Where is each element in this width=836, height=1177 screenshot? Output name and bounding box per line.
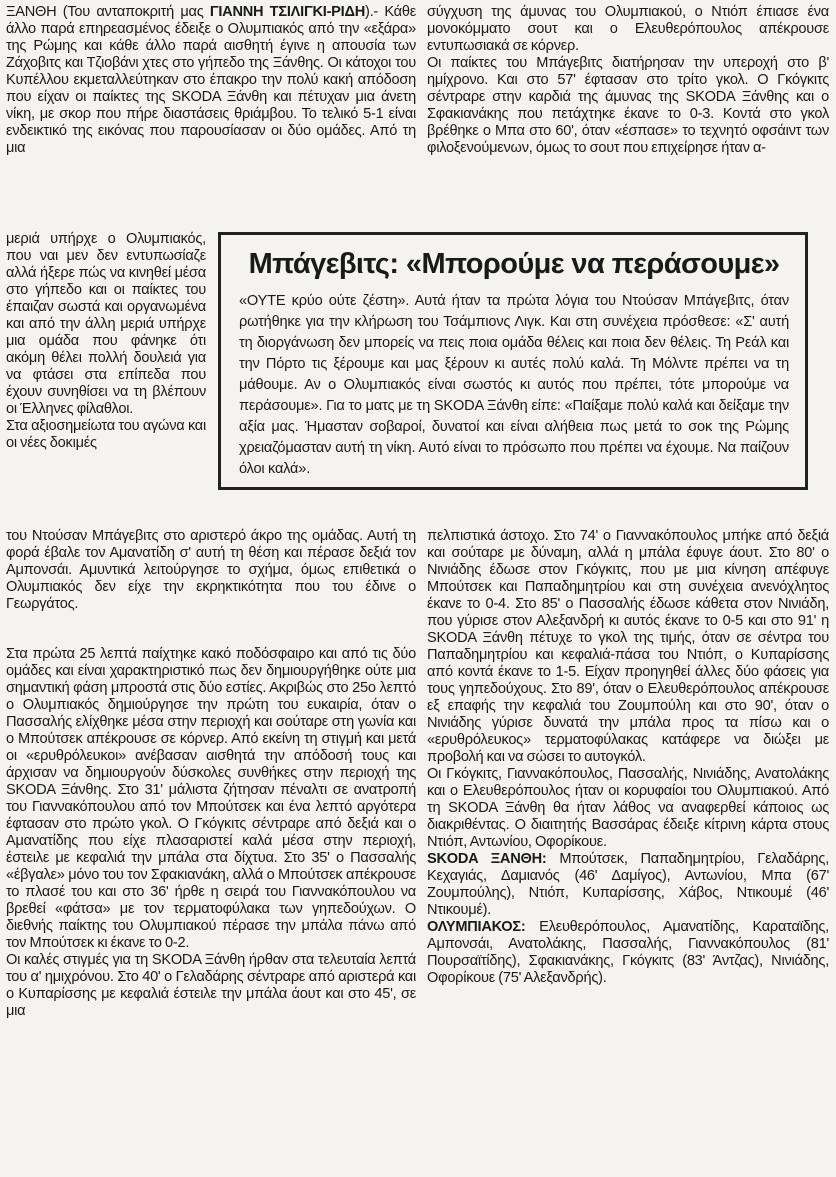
- lead-rest: ).- Κάθε άλλο παρά επηρεασμένος έδειξε ο Ολυμπιακός από την «εξάρα» της Ρώμης και κάθε άλλο παρά αισθητή έγινε η απουσία των Ζάχοβιτς και Τζιοβάνι χτες στο γήπεδο της Ξάνθης. Οι κάτοχοι του Κυπέλλου εκμεταλλεύτηκαν στο έπακρο την πολύ κακή απόδοση που είχαν οι παίκτες της SKODA Ξάνθη και πέτυχαν μια άνετη νίκη, με σκορ που πήρε διαστάσεις θριάμβου. Το τελικό 5-1 είναι ενδεικτικό της εικόνας που παρουσίασαν οι δύο ομάδες. Από τη μια: [6, 4, 416, 156]
- col2-paragraph-2: Οι παίκτες του Μπάγεβιτς διατήρησαν την υπεροχή στο β' ημίχρονο. Και στο 57' έφτασαν στο τρίτο γκολ. Ο Γκόγκιτς σέντραρε στην καρδιά της άμυνας της SKODA Ξάνθης και ο Σφακιανάκης που πετάχτηκε έκανε το 0-3. Κοντά στο γκολ βρέθηκε ο Μπα στο 60', όταν «έσπασε» το τεχνητό οφσάιντ των φιλοξενούμενων, όμως το σουτ που επιχείρησε ήταν α-: [427, 55, 829, 156]
- article-column-1-wide: [6, 528, 416, 613]
- lineup-olympiacos-label: ΟΛΥΜΠΙΑΚΟΣ:: [427, 919, 526, 935]
- lead-text: ΞΑΝΘΗ (Του ανταποκριτή μας: [6, 4, 210, 20]
- lineup-xanthi-label: SKODA ΞΑΝΘΗ:: [427, 851, 547, 867]
- col2-paragraph-1: σύγχυση της άμυνας του Ολυμπιακού, ο Ντιόπ έπιασε ένα μονοκόμματο σουτ και ο Ελευθερόπουλος απέκρουσε εντυπωσιακά σε κόρνερ.: [427, 4, 829, 54]
- sidebar-title: Μπάγεβιτς: «Μπορούμε να περάσουμε»: [248, 248, 780, 280]
- article-column-3: [427, 528, 829, 987]
- article-lead-paragraph: [6, 4, 416, 157]
- article-column-1-bottom: [6, 646, 416, 1020]
- late-first-half-paragraph: Οι καλές στιγμές για τη SKODA Ξάνθη ήρθαν στα τελευταία λεπτά του α' ημιχρόνου. Στο 40' ο Γελαδάρης σέντραρε από αριστερά και ο Κυπαρίσσης με κεφαλιά έστειλε την μπάλα άουτ και στο 45', σε μια: [6, 952, 416, 1019]
- lineup-xanthi: [427, 851, 829, 919]
- narrow-paragraph-2: Στα αξιοσημείωτα του αγώνα και οι νέες δοκιμές: [6, 418, 206, 451]
- lineup-xanthi-players: Μπούτσεκ, Παπαδημητρίου, Γελαδάρης, Κεχαγιάς, Δαμιανός (46' Δαμίγος), Αντωνίου, Μπα (67' Ζουμπούλης), Ντιόπ, Κυπαρίσσης, Χάβος, Ντικουμέ (46' Ντικουμέ).: [427, 851, 830, 918]
- top-players-paragraph: Οι Γκόγκιτς, Γιαννακόπουλος, Πασσαλής, Νινιάδης, Ανατολάκης και ο Ελευθερόπουλος ήταν οι κορυφαίοι του Ολυμπιακού. Από τη SKODA Ξάνθη θα ήταν λάθος να αναφερθεί κάποιος ως διακριθέντας. Ο διαιτητής Βασσάρας έδειξε κίτρινη κάρτα στους Ντιόπ, Αντωνίου, Οφορίκουε.: [427, 766, 829, 850]
- wide-paragraph: του Ντούσαν Μπάγεβιτς στο αριστερό άκρο της ομάδας. Αυτή τη φορά έβαλε τον Αμανατίδη σ' αυτή τη θέση και πέρασε δεξιά τον Αμπονσάι. Αμυντικά λειτούργησε το σχήμα, όμως επιθετικά ο Ολυμπιακός δεν είχε την εκρηκτικότητα που του έδινε ο Γεωργάτος.: [6, 528, 416, 612]
- article-column-1-narrow: [6, 231, 206, 452]
- second-half-paragraph: πελπιστικά άστοχο. Στο 74' ο Γιαννακόπουλος μπήκε από δεξιά και σούταρε με δύναμη, αλλά η μπάλα έφυγε άουτ. Στο 80' ο Νινιάδης έδωσε στον Γκόγκιτς, που με μια κίνηση απέφυγε Μπούτσεκ και Παπαδημητρίου και στη συνέχεια ανενόχλητος έκανε το 0-4. Στο 85' ο Πασσαλής έδωσε κάθετα στον Νινιάδη, που γύρισε στον Αλεξανδρή κι αυτός έκανε το 0-5 και στο 91' η SKODA Ξάνθη πέτυχε το γκολ της τιμής, όταν σε σέντρα του Παπαδημητρίου και κεφαλιά-πάσα του Ντιόπ, ο Κυπαρίσσης από κοντά έκανε το 1-5. Είχαν προηγηθεί άλλες δύο φάσεις για τους γηπεδούχους. Στο 89', όταν ο Ελευθερόπουλος απέκρουσε εξ επαφής την κεφαλιά του Ζουμπούλη και στο 90', όταν ο Νινιάδης γύρισε δυνατά την μπάλα προς τα πίσω και ο «ερυθρόλευκος» τερματοφύλακας κατάφερε να διώξει με προβολή και να σώσει το αυτογκόλ.: [427, 528, 829, 765]
- sidebar-body: «ΟΥΤΕ κρύο ούτε ζέστη». Αυτά ήταν τα πρώτα λόγια του Ντούσαν Μπάγεβιτς, όταν ρωτήθηκε για την κλήρωση του Τσάμπιονς Λιγκ. Και στη συνέχεια πρόσθεσε: «Σ' αυτή τη διοργάνωση δεν μπορείς να πεις ποια ομάδα θέλεις και ποια δεν θέλεις. Τη Ρεάλ και την Πόρτο τις ξέρουμε και μας ξέρουν κι αυτές πολύ καλά. Τη Μόλντε πρέπει να τη μάθουμε. Αν ο Ολυμπιακός είναι σωστός κι αυτός που πρέπει, τότε μπορούμε να περάσουμε». Για το ματς με τη SKODA Ξάνθη είπε: «Παίξαμε πολύ καλά και δείξαμε την αξία μας. Ήμασταν σοβαροί, δυνατοί και είναι αλήθεια πως μετά το σοκ της Ρώμης χρειαζόμασταν αυτή τη νίκη. Αυτό είναι το πρόσωπο που πρέπει να έχουμε. Να παίζουν όλοι καλά».: [239, 293, 789, 477]
- first-half-paragraph: Στα πρώτα 25 λεπτά παίχτηκε κακό ποδόσφαιρο και από τις δύο ομάδες και είναι χαρακτηριστικό πως δεν δημιουργήθηκε ούτε μια σημαντική φάση μπροστά στις δύο εστίες. Ακριβώς στο 25ο λεπτό ο Ολυμπιακός δημιούργησε την πρώτη του ευκαιρία, όταν ο Πασσαλής ελίχθηκε μέσα στην περιοχή και σούταρε στη γωνία και ο Μπούτσεκ απέκρουσε σε κόρνερ. Από εκείνη τη στιγμή και μετά οι «ερυθρόλευκοι» ανέβασαν αισθητά την απόδοσή τους και άρχισαν να δημιουργούν δύσκολες συνθήκες στην περιοχή της SKODA Ξάνθης. Στο 31' μάλιστα ζήτησαν πέναλτι σε ανατροπή του Γιαννακόπουλου από τον Μπούτσεκ και ένα λεπτό αργότερα έφτασαν στο πρώτο γκολ. Ο Γκόγκιτς σέντραρε από δεξιά και ο Αμανατίδης που είχε πλασαριστεί καλά μέσα στην περιοχή, έστειλε με κεφαλιά την μπάλα στα δίχτυα. Στο 35' ο Πασσαλής «έβγαλε» μόνο του τον Σφακιανάκη, αλλά ο Μπούτσεκ απέκρουσε το πλασέ του και στο 36' ήρθε η σειρά του Γιαννακόπουλου να βρεθεί «φάτσα» με τον τερματοφύλακα των γηπεδούχων. Ο διεθνής παίκτης του Ολυμπιακού πέρασε την μπάλα πάνω από τον Μπούτσεκ κι έκανε το 0-2.: [6, 646, 416, 951]
- lineup-olympiacos-players: Ελευθερόπουλος, Αμανατίδης, Καραταϊδης, Αμπονσάι, Ανατολάκης, Πασσαλής, Γιαννακόπουλος (81' Πουρσαϊτίδης), Σφακιανάκης, Γκόγκιτς (83' Άντζας), Νινιάδης, Οφορίκουε (75' Αλεξανδρής).: [427, 919, 829, 986]
- article-column-1-top: [6, 4, 416, 157]
- narrow-paragraph: μεριά υπήρχε ο Ολυμπιακός, που ναι μεν δεν εντυπωσίαζε αλλά ήξερε πώς να κινηθεί μέσα στο γήπεδο και οι παίκτες του έπαιζαν σωστά και οργανωμένα και από την άλλη μεριά υπήρχε μια ομάδα που φάνηκε ότι ακόμη θέλει πολλή δουλειά για να φτάσει στα επίπεδα που έχουν συνηθίσει να τη βλέπουν οι Έλληνες φίλαθλοι.: [6, 231, 206, 417]
- author-name: ΓΙΑΝΝΗ ΤΣΙΛΙΓΚΙ-ΡΙΔΗ: [209, 4, 365, 20]
- lineup-olympiacos: [427, 919, 829, 987]
- article-column-2-top: [427, 4, 829, 157]
- quote-sidebar-box: [218, 232, 808, 490]
